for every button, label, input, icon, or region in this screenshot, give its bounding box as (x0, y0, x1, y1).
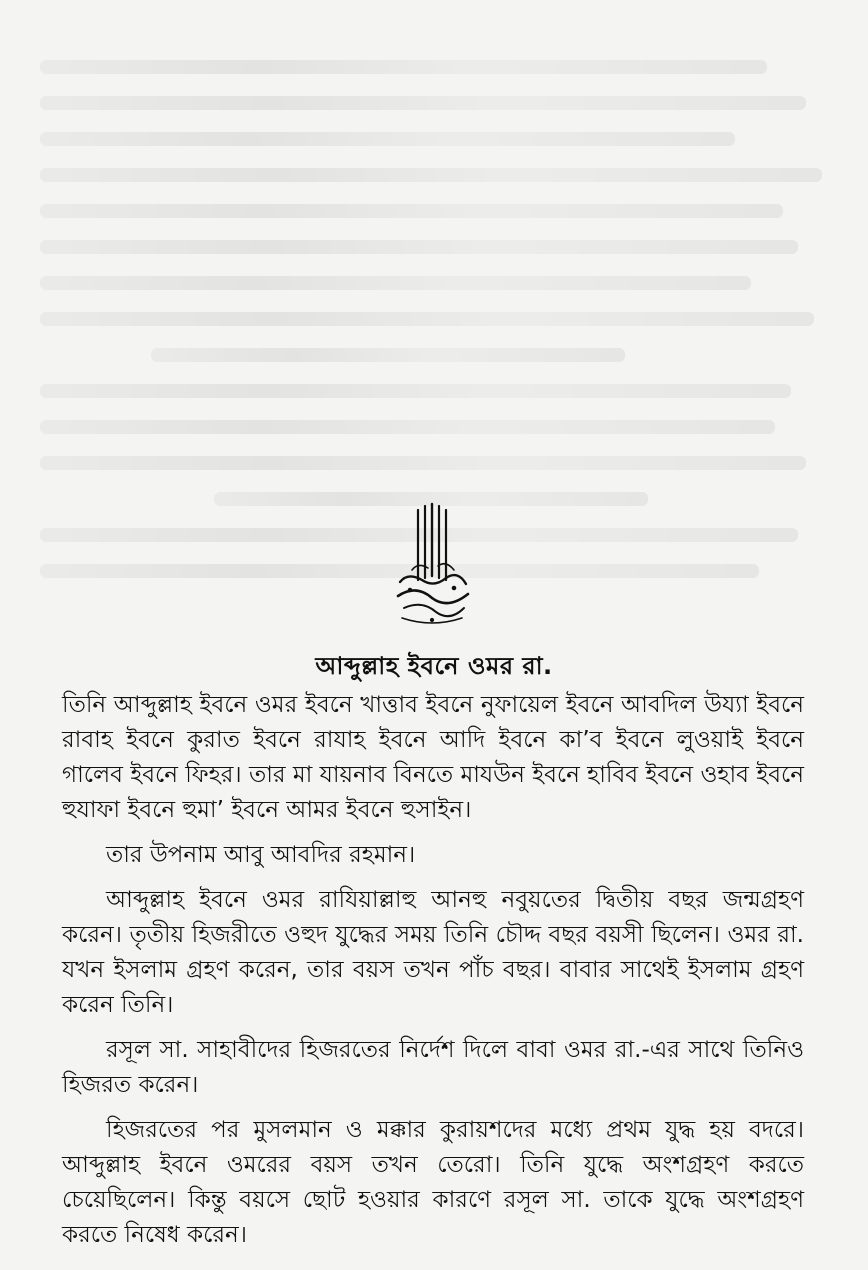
bismillah-calligraphy-icon (388, 500, 478, 630)
paragraph-kunya: তার উপনাম আবু আবদির রহমান। (106, 842, 416, 868)
paragraph-badr: হিজরতের পর মুসলমান ও মক্কার কুরায়শদের মধ্যে প্রথম যুদ্ধ হয় বদরে। আব্দুল্লাহ ইবনে ওমরের বয়স তখন তেরো। তিনি যুদ্ধে অংশগ্রহণ করতে চেয়েছিলেন। কিন্তু বয়সে ছোট হওয়ার কারণে রসূল সা. তাকে যুদ্ধে অংশগ্রহণ করতে নিষেধ করেন। (62, 1117, 804, 1248)
bleed-line (40, 240, 798, 254)
article-body (62, 688, 804, 1263)
bleed-line (40, 60, 767, 74)
bleed-line (40, 420, 775, 434)
paragraph-lineage: তিনি আব্দুল্লাহ ইবনে ওমর ইবনে খাত্তাব ইবনে নুফায়েল ইবনে আবদিল উয্যা ইবনে রাবাহ ইবনে কুরাত ইবনে রাযাহ ইবনে আদি ইবনে কা’ব ইবনে লুওয়াই ইবনে গালেব ইবনে ফিহর। তার মা যায়নাব বিনতে মাযউন ইবনে হাবিব ইবনে ওহাব ইবনে হুযাফা ইবনে হুমা’ ইবনে আমর ইবনে হুসাইন। (62, 692, 804, 823)
bleed-line (151, 348, 625, 362)
bleed-line (40, 204, 783, 218)
bleed-line (40, 456, 806, 470)
page-title: আব্দুল্লাহ ইবনে ওমর রা. (315, 652, 553, 680)
bleed-line (40, 276, 751, 290)
paragraph-hijrah: রসূল সা. সাহাবীদের হিজরতের নির্দেশ দিলে বাবা ওমর রা.-এর সাথে তিনিও হিজরত করেন। (62, 1037, 804, 1098)
bleed-line (40, 96, 806, 110)
bleed-line (40, 168, 822, 182)
bleed-line (40, 384, 791, 398)
bleed-line (40, 132, 735, 146)
paragraph-birth: আব্দুল্লাহ ইবনে ওমর রাযিয়াল্লাহু আনহু নবুয়তের দ্বিতীয় বছর জন্মগ্রহণ করেন। তৃতীয় হিজরীতে ওহুদ যুদ্ধের সময় তিনি চৌদ্দ বছর বয়সী ছিলেন। ওমর রা. যখন ইসলাম গ্রহণ করেন, তার বয়স তখন পাঁচ বছর। বাবার সাথেই ইসলাম গ্রহণ করেন তিনি। (62, 887, 804, 1018)
bleed-line (40, 312, 814, 326)
